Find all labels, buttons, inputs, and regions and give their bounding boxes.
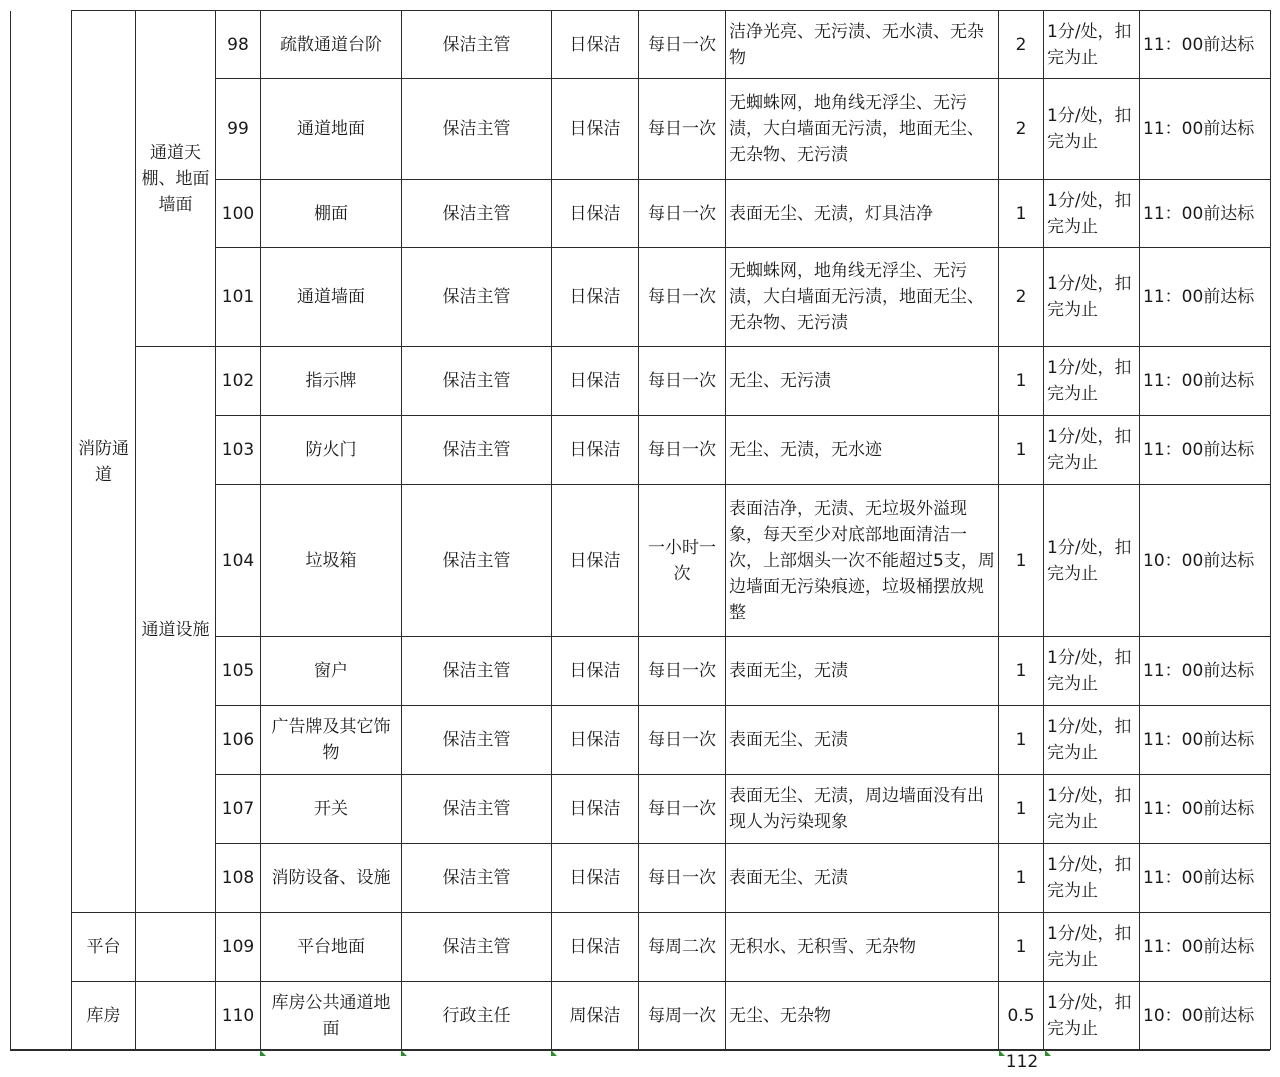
item-name: 消防设备、设施 [261,844,402,913]
owner-cell: 保洁主管 [402,347,552,416]
standard-text: 表面无尘，无渍 [726,637,999,706]
subcategory-empty [136,982,216,1050]
row-number: 100 [216,180,261,248]
frequency: 每周一次 [639,982,726,1050]
deadline: 11：00前达标 [1140,79,1271,180]
item-name: 窗户 [261,637,402,706]
row-number: 105 [216,637,261,706]
frequency: 每日一次 [639,706,726,775]
clean-type: 日保洁 [552,11,639,79]
cell-marker-icon [551,1050,557,1056]
item-name: 指示牌 [261,347,402,416]
frequency: 每日一次 [639,416,726,485]
deadline: 11：00前达标 [1140,248,1271,347]
deadline: 11：00前达标 [1140,775,1271,844]
row-number: 101 [216,248,261,347]
row-number: 99 [216,79,261,180]
row-number: 106 [216,706,261,775]
penalty: 1分/处，扣完为止 [1044,485,1140,637]
standard-text: 无尘、无杂物 [726,982,999,1050]
clean-type: 日保洁 [552,416,639,485]
subcategory-cell: 通道天棚、地面墙面 [136,11,216,347]
clean-type: 日保洁 [552,637,639,706]
category-cell: 库房 [72,982,136,1050]
deadline: 11：00前达标 [1140,416,1271,485]
deadline: 10：00前达标 [1140,982,1271,1050]
cell-marker-icon [260,1050,266,1056]
standard-text: 表面洁净，无渍、无垃圾外溢现象，每天至少对底部地面清洁一次，上部烟头一次不能超过5支，周边墙面无污染痕迹，垃圾桶摆放规整 [726,485,999,637]
standard-text: 表面无尘、无渍 [726,844,999,913]
penalty: 1分/处，扣完为止 [1044,913,1140,982]
deadline: 11：00前达标 [1140,347,1271,416]
deadline: 11：00前达标 [1140,844,1271,913]
blank-cell [11,11,72,1050]
penalty: 1分/处，扣完为止 [1044,706,1140,775]
row-number: 102 [216,347,261,416]
clean-type: 日保洁 [552,775,639,844]
owner-cell: 保洁主管 [402,416,552,485]
category-cell: 消防通道 [72,11,136,913]
table-row [11,347,1271,416]
item-name: 垃圾箱 [261,485,402,637]
frequency: 每日一次 [639,347,726,416]
standard-text: 无积水、无积雪、无杂物 [726,913,999,982]
owner-cell: 保洁主管 [402,485,552,637]
clean-type: 周保洁 [552,982,639,1050]
owner-cell: 保洁主管 [402,637,552,706]
deadline: 11：00前达标 [1140,11,1271,79]
score: 1 [999,844,1044,913]
owner-cell: 保洁主管 [402,913,552,982]
score: 1 [999,913,1044,982]
penalty: 1分/处，扣完为止 [1044,416,1140,485]
frequency: 每日一次 [639,637,726,706]
item-name: 广告牌及其它饰物 [261,706,402,775]
standard-text: 无蜘蛛网，地角线无浮尘、无污渍，大白墙面无污渍，地面无尘、无杂物、无污渍 [726,79,999,180]
item-name: 棚面 [261,180,402,248]
frequency: 每日一次 [639,775,726,844]
score: 1 [999,775,1044,844]
row-number: 98 [216,11,261,79]
score: 1 [999,637,1044,706]
row-number: 109 [216,913,261,982]
total-score: 112 [1005,1052,1039,1072]
score: 1 [999,347,1044,416]
table-row [11,11,1271,79]
clean-type: 日保洁 [552,485,639,637]
category-cell: 平台 [72,913,136,982]
owner-cell: 行政主任 [402,982,552,1050]
score: 2 [999,79,1044,180]
standard-text: 表面无尘、无渍，灯具洁净 [726,180,999,248]
owner-cell: 保洁主管 [402,844,552,913]
frequency: 每日一次 [639,11,726,79]
penalty: 1分/处，扣完为止 [1044,11,1140,79]
frequency: 每日一次 [639,844,726,913]
bottom-rule [10,1049,1270,1051]
frequency: 一小时一次 [639,485,726,637]
table-row [11,982,1271,1050]
score: 0.5 [999,982,1044,1050]
penalty: 1分/处，扣完为止 [1044,982,1140,1050]
clean-type: 日保洁 [552,79,639,180]
deadline: 11：00前达标 [1140,180,1271,248]
item-name: 疏散通道台阶 [261,11,402,79]
score: 2 [999,248,1044,347]
row-number: 108 [216,844,261,913]
row-number: 107 [216,775,261,844]
clean-type: 日保洁 [552,913,639,982]
deadline: 11：00前达标 [1140,913,1271,982]
clean-type: 日保洁 [552,844,639,913]
clean-type: 日保洁 [552,347,639,416]
standard-text: 表面无尘、无渍 [726,706,999,775]
score: 1 [999,416,1044,485]
penalty: 1分/处，扣完为止 [1044,79,1140,180]
table-row [11,913,1271,982]
frequency: 每周二次 [639,913,726,982]
penalty: 1分/处，扣完为止 [1044,347,1140,416]
standard-text: 无尘、无污渍 [726,347,999,416]
row-number: 110 [216,982,261,1050]
row-number: 104 [216,485,261,637]
clean-type: 日保洁 [552,248,639,347]
owner-cell: 保洁主管 [402,79,552,180]
standard-text: 表面无尘、无渍，周边墙面没有出现人为污染现象 [726,775,999,844]
penalty: 1分/处，扣完为止 [1044,248,1140,347]
item-name: 开关 [261,775,402,844]
deadline: 11：00前达标 [1140,637,1271,706]
owner-cell: 保洁主管 [402,248,552,347]
cleaning-standards-table [10,10,1271,1050]
item-name: 通道地面 [261,79,402,180]
owner-cell: 保洁主管 [402,11,552,79]
standard-text: 无蜘蛛网，地角线无浮尘、无污渍，大白墙面无污渍，地面无尘、无杂物、无污渍 [726,248,999,347]
owner-cell: 保洁主管 [402,775,552,844]
item-name: 防火门 [261,416,402,485]
item-name: 通道墙面 [261,248,402,347]
owner-cell: 保洁主管 [402,180,552,248]
standard-text: 无尘、无渍，无水迹 [726,416,999,485]
penalty: 1分/处，扣完为止 [1044,180,1140,248]
score: 1 [999,485,1044,637]
subcategory-cell: 通道设施 [136,347,216,913]
score: 1 [999,706,1044,775]
deadline: 11：00前达标 [1140,706,1271,775]
score: 2 [999,11,1044,79]
clean-type: 日保洁 [552,706,639,775]
frequency: 每日一次 [639,248,726,347]
row-number: 103 [216,416,261,485]
cell-marker-icon [1045,1050,1051,1056]
owner-cell: 保洁主管 [402,706,552,775]
score: 1 [999,180,1044,248]
penalty: 1分/处，扣完为止 [1044,844,1140,913]
deadline: 10：00前达标 [1140,485,1271,637]
penalty: 1分/处，扣完为止 [1044,775,1140,844]
item-name: 平台地面 [261,913,402,982]
frequency: 每日一次 [639,79,726,180]
cell-marker-icon [401,1050,407,1056]
item-name: 库房公共通道地面 [261,982,402,1050]
standard-text: 洁净光亮、无污渍、无水渍、无杂物 [726,11,999,79]
subcategory-empty [136,913,216,982]
penalty: 1分/处，扣完为止 [1044,637,1140,706]
clean-type: 日保洁 [552,180,639,248]
frequency: 每日一次 [639,180,726,248]
